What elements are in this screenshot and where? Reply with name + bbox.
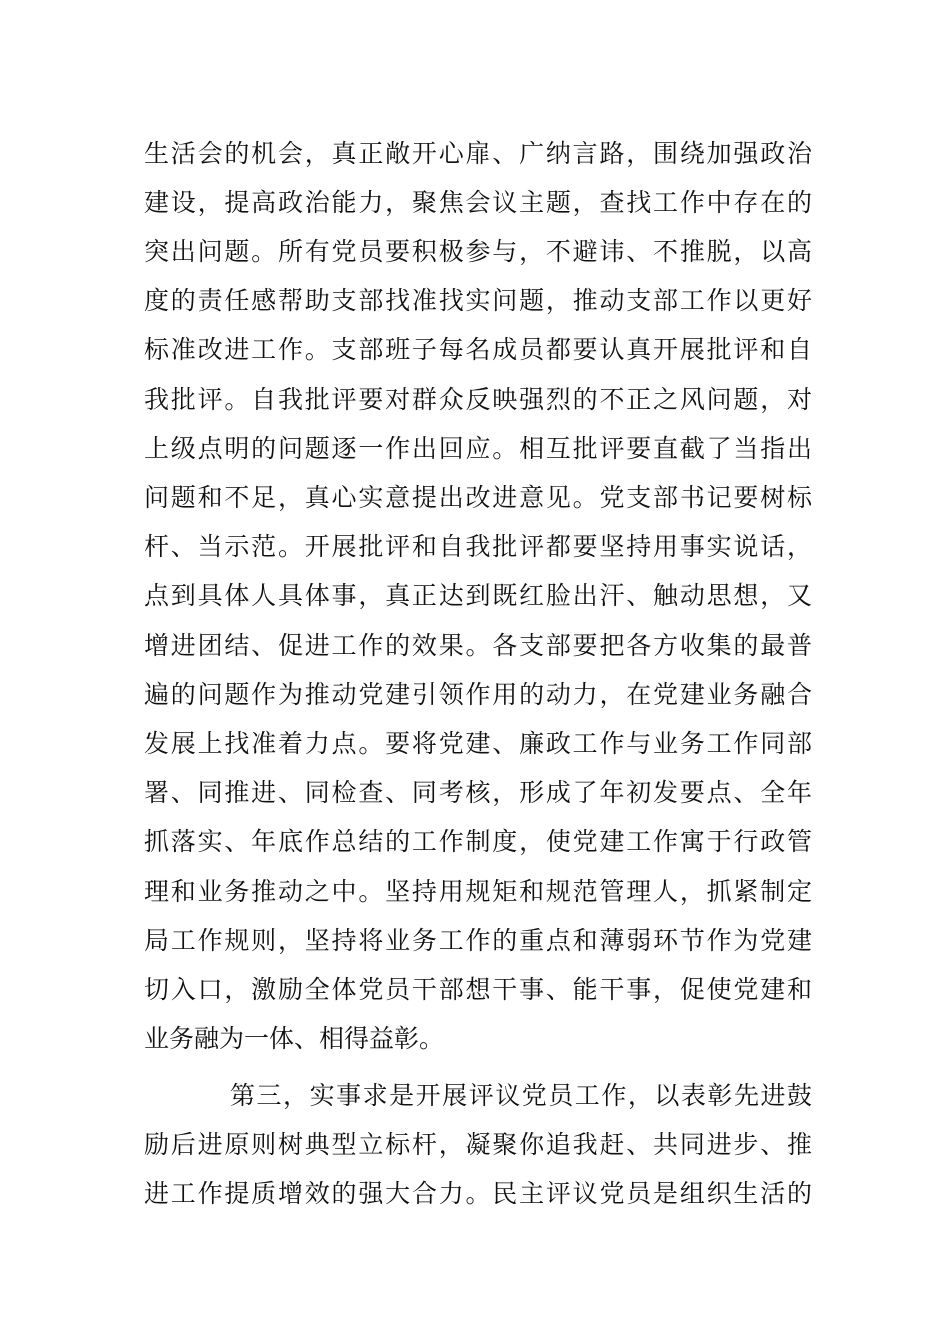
paragraph-1-line: 度的责任感帮助支部找准找实问题，推动支部工作以更好 (144, 286, 812, 315)
paragraph-1-line: 突出问题。所有党员要积极参与，不避讳、不推脱，以高 (144, 237, 812, 266)
paragraph-1-line: 标准改进工作。支部班子每名成员都要认真开展批评和自 (144, 335, 812, 364)
paragraph-1-line: 我批评。自我批评要对群众反映强烈的不正之风问题，对 (144, 385, 812, 414)
paragraph-1-line: 生活会的机会，真正敞开心扉、广纳言路，围绕加强政治 (144, 139, 812, 168)
paragraph-1-line: 遍的问题作为推动党建引领作用的动力，在党建业务融合 (144, 680, 812, 709)
paragraph-2-line: 进工作提质增效的强大合力。民主评议党员是组织生活的 (144, 1179, 812, 1208)
paragraph-1-line: 理和业务推动之中。坚持用规矩和规范管理人，抓紧制定 (144, 877, 812, 906)
paragraph-1-line: 建设，提高政治能力，聚焦会议主题，查找工作中存在的 (144, 188, 812, 217)
paragraph-1-line: 杆、当示范。开展批评和自我批评都要坚持用事实说话， (144, 532, 812, 561)
paragraph-1-line: 署、同推进、同检查、同考核，形成了年初发要点、全年 (144, 778, 812, 807)
paragraph-1-line: 抓落实、年底作总结的工作制度，使党建工作寓于行政管 (144, 827, 812, 856)
paragraph-1-line: 局工作规则，坚持将业务工作的重点和薄弱环节作为党建 (144, 926, 812, 955)
paragraph-2-first-line: 第三，实事求是开展评议党员工作，以表彰先进鼓 (230, 1081, 812, 1110)
paragraph-1-line: 上级点明的问题逐一作出回应。相互批评要直截了当指出 (144, 434, 812, 463)
paragraph-2-line: 励后进原则树典型立标杆，凝聚你追我赶、共同进步、推 (144, 1130, 812, 1159)
paragraph-1-line: 点到具体人具体事，真正达到既红脸出汗、触动思想，又 (144, 581, 812, 610)
paragraph-1-line: 切入口，激励全体党员干部想干事、能干事，促使党建和 (144, 975, 812, 1004)
paragraph-1-line: 发展上找准着力点。要将党建、廉政工作与业务工作同部 (144, 729, 812, 758)
paragraph-1-last-line: 业务融为一体、相得益彰。 (144, 1024, 445, 1053)
paragraph-1-line: 问题和不足，真心实意提出改进意见。党支部书记要树标 (144, 483, 812, 512)
paragraph-1-line: 增进团结、促进工作的效果。各支部要把各方收集的最普 (144, 631, 812, 660)
